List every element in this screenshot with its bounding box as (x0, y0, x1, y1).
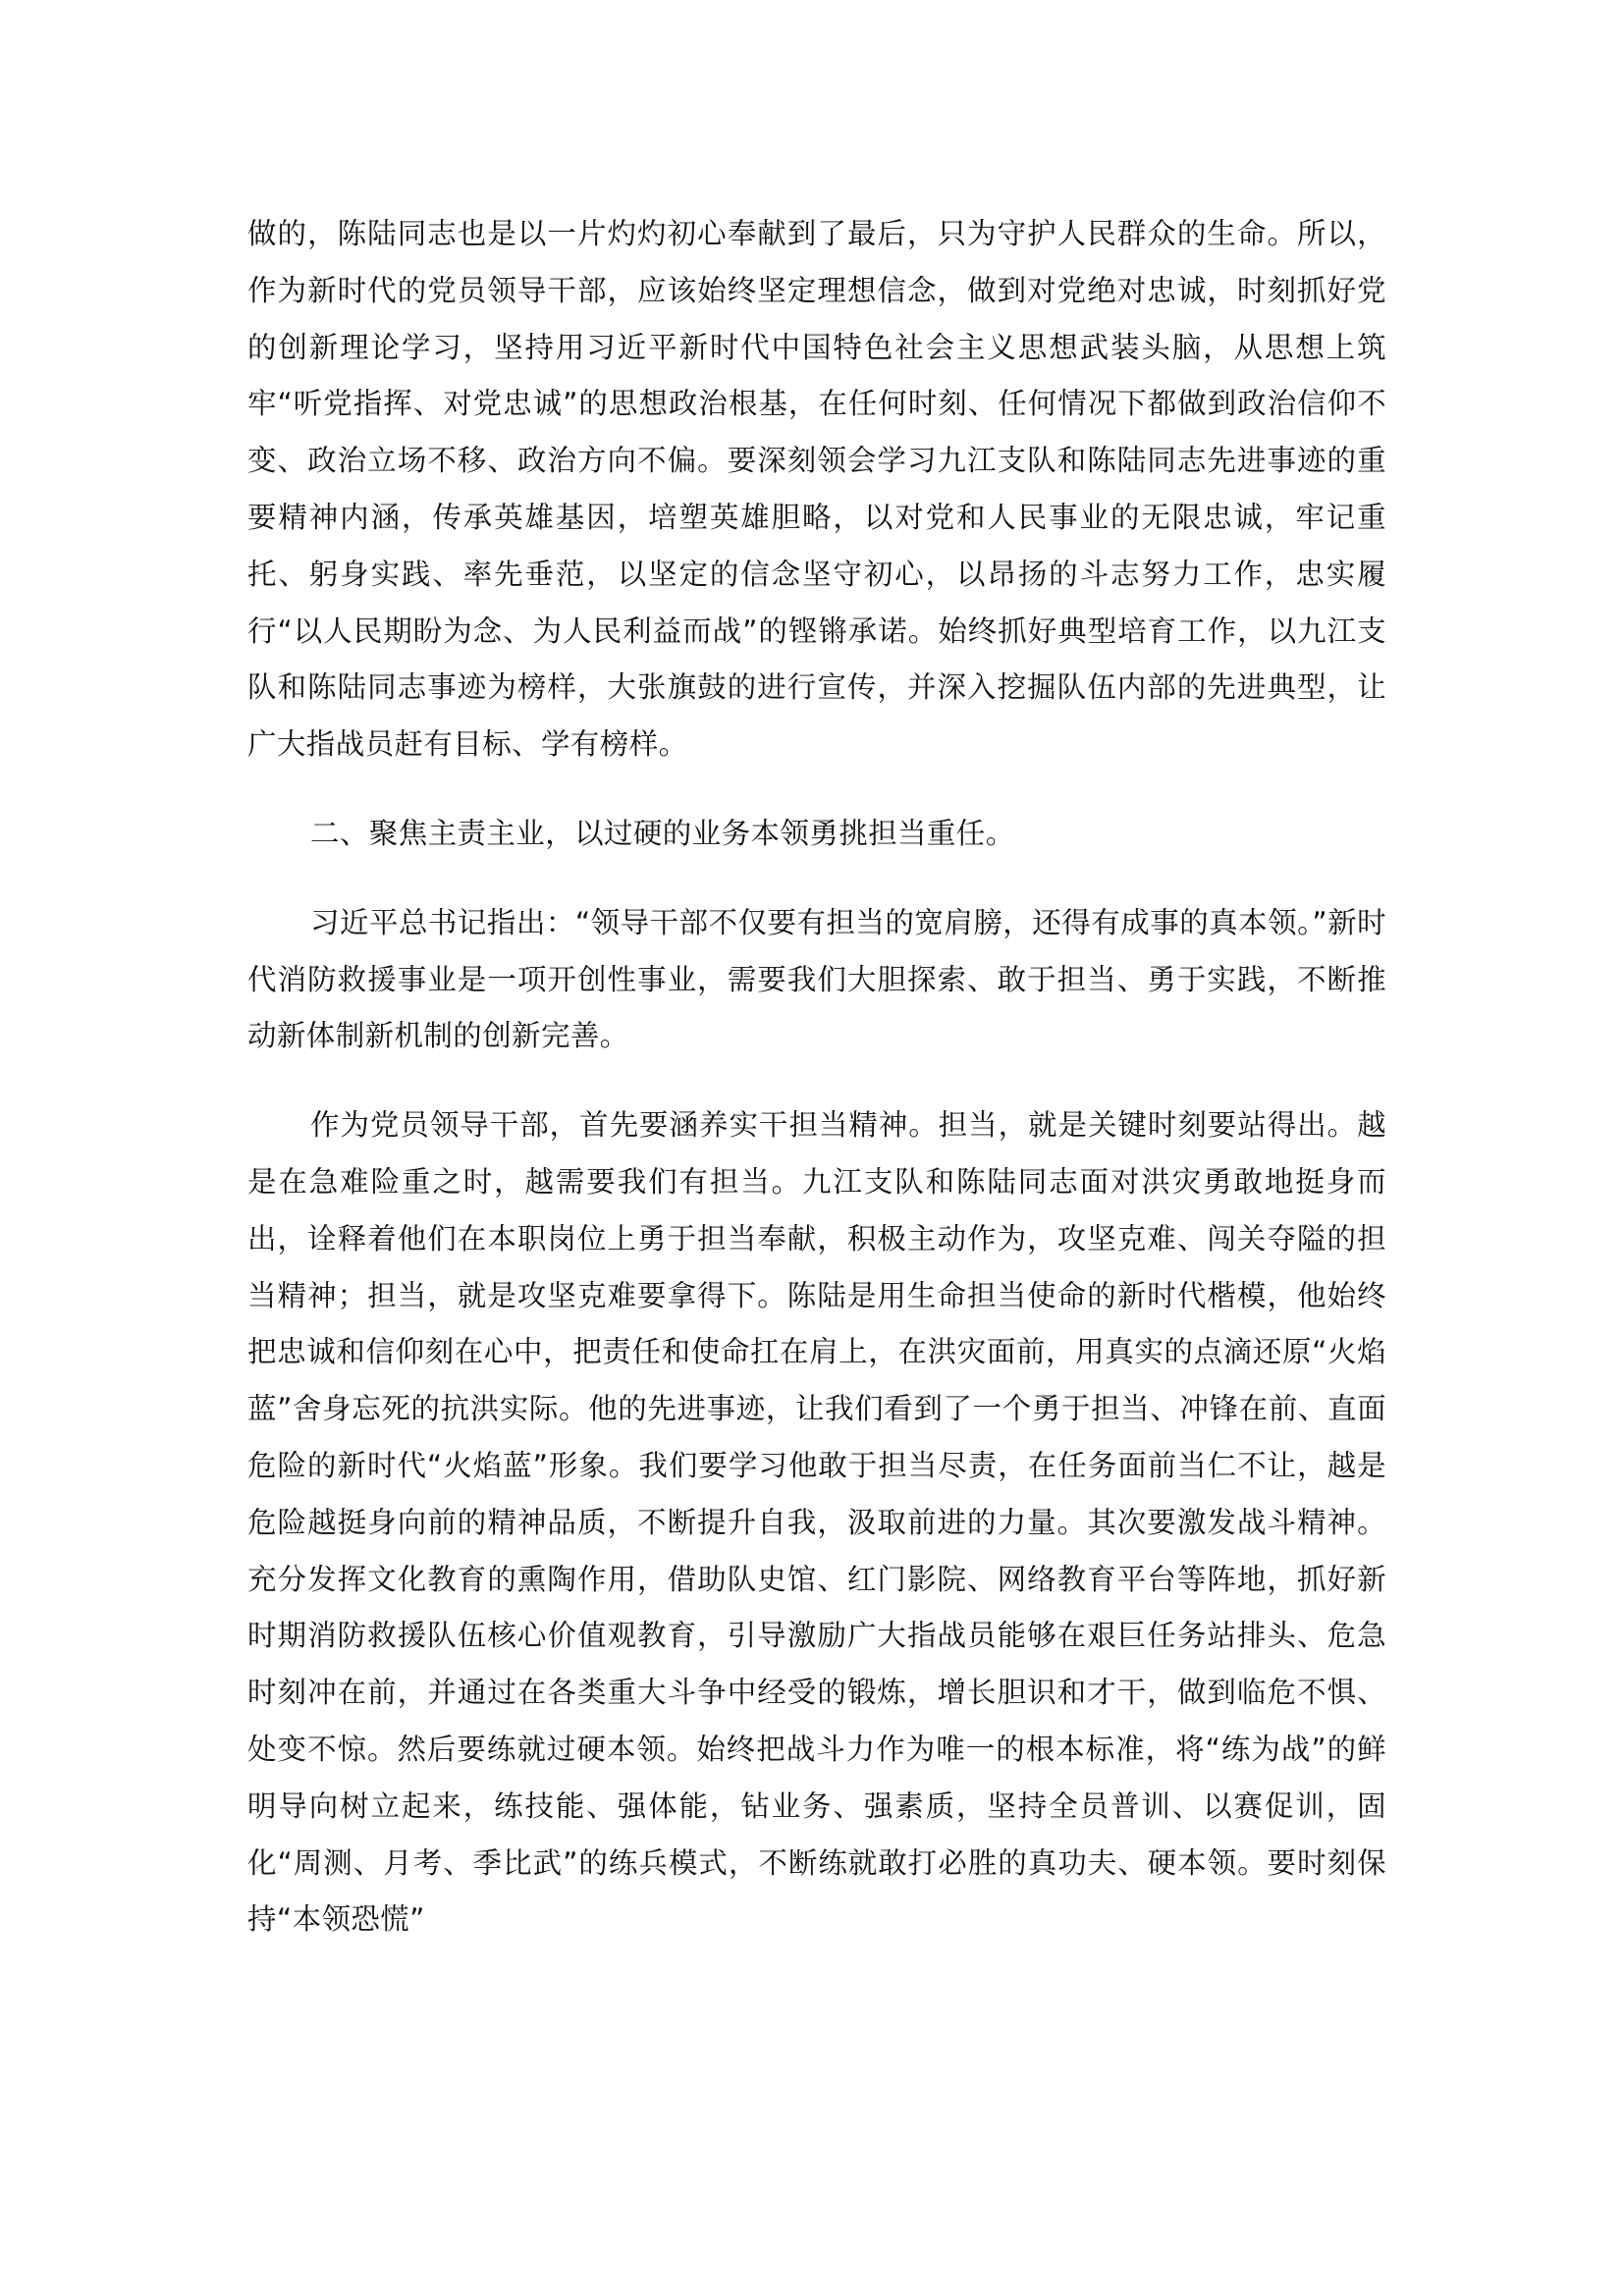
paragraph-quote: 习近平总书记指出：“领导干部不仅要有担当的宽肩膀，还得有成事的真本领。”新时代消防救援事业是一项开创性事业，需要我们大胆探索、敢于担当、勇于实践，不断推动新体制新机制的创新完善。 (247, 905, 1386, 1053)
paragraph-continuation: 做的，陈陆同志也是以一片灼灼初心奉献到了最后，只为守护人民群众的生命。所以，作为新时代的党员领导干部，应该始终坚定理想信念，做到对党绝对忠诚，时刻抓好党的创新理论学习，坚持用习近平新时代中国特色社会主义思想武装头脑，从思想上筑牢“听党指挥、对党忠诚”的思想政治根基，在任何时刻、任何情况下都做到政治信仰不变、政治立场不移、政治方向不偏。要深刻领会学习九江支队和陈陆同志先进事迹的重要精神内涵，传承英雄基因，培塑英雄胆略，以对党和人民事业的无限忠诚，牢记重托、躬身实践、率先垂范，以坚定的信念坚守初心，以昂扬的斗志努力工作，忠实履行“以人民期盼为念、为人民利益而战”的铿锵承诺。始终抓好典型培育工作，以九江支队和陈陆同志事迹为榜样，大张旗鼓的进行宣传，并深入挖掘队伍内部的先进典型，让广大指战员赶有目标、学有榜样。 (247, 217, 1386, 762)
paragraph-body: 作为党员领导干部，首先要涵养实干担当精神。担当，就是关键时刻要站得出。越是在急难险重之时，越需要我们有担当。九江支队和陈陆同志面对洪灾勇敢地挺身而出，诠释着他们在本职岗位上勇于担当奉献，积极主动作为，攻坚克难、闯关夺隘的担当精神；担当，就是攻坚克难要拿得下。陈陆是用生命担当使命的新时代楷模，他始终把忠诚和信仰刻在心中，把责任和使命扛在肩上，在洪灾面前，用真实的点滴还原“火焰蓝”舍身忘死的抗洪实际。他的先进事迹，让我们看到了一个勇于担当、冲锋在前、直面危险的新时代“火焰蓝”形象。我们要学习他敢于担当尽责，在任务面前当仁不让，越是危险越挺身向前的精神品质，不断提升自我，汲取前进的力量。其次要激发战斗精神。充分发挥文化教育的熏陶作用，借助队史馆、红门影院、网络教育平台等阵地，抓好新时期消防救援队伍核心价值观教育，引导激励广大指战员能够在艰巨任务站排头、危急时刻冲在前，并通过在各类重大斗争中经受的锻炼，增长胆识和才干，做到临危不惧、处变不惊。然后要练就过硬本领。始终把战斗力作为唯一的根本标准，将“练为战”的鲜明导向树立起来，练技能、强体能，钻业务、强素质，坚持全员普训、以赛促训，固化“周测、月考、季比武”的练兵模式，不断练就敢打必胜的真功夫、硬本领。要时刻保持“本领恐慌” (247, 1108, 1386, 1937)
section-heading-2: 二、聚焦主责主业，以过硬的业务本领勇挑担当重任。 (310, 816, 1015, 850)
document-body (247, 206, 1386, 1949)
